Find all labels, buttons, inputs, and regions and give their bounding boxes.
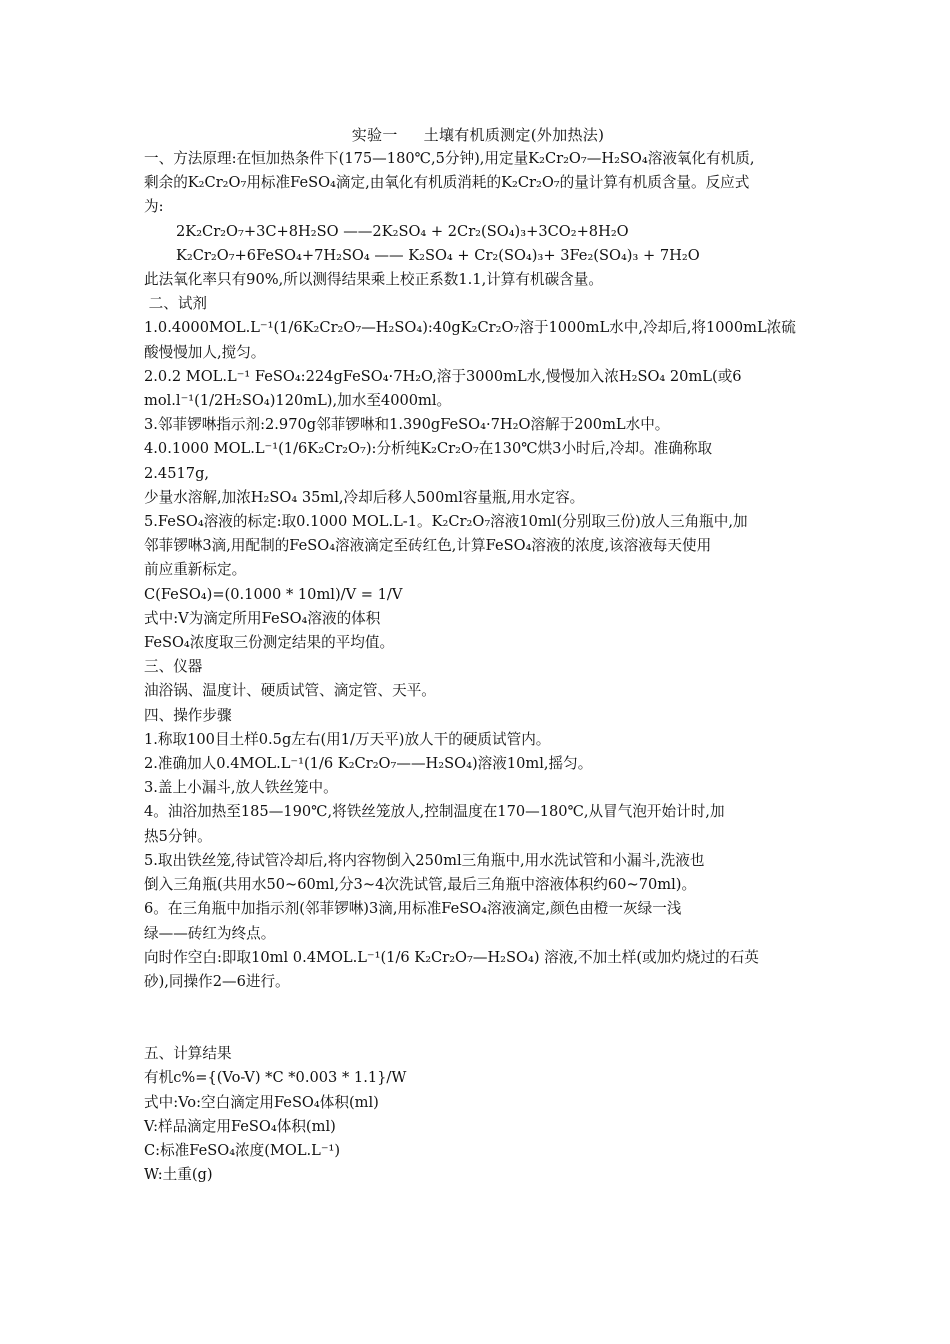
title-main: 实验一 — [351, 126, 398, 144]
paragraph-line: 倒入三角瓶(共用水50~60ml,分3~4次洗试管,最后三角瓶中溶液体积约60~70ml)。 — [144, 876, 697, 894]
oxidation-note: 此法氧化率只有90%,所以测得结果乘上校正系数1.1,计算有机碳含量。 — [144, 271, 603, 289]
paragraph-line: 4.0.1000 MOL.L⁻¹(1/6K₂Cr₂O₇):分析纯K₂Cr₂O₇在130℃烘3小时后,冷却。准确称取 — [144, 440, 713, 458]
paragraph-line: 1.称取100目土样0.5g左右(用1/万天平)放人干的硬质试管内。 — [144, 730, 551, 748]
paragraph-line: mol.l⁻¹(1/2H₂SO₄)120mL),加水至4000ml。 — [144, 392, 452, 410]
paragraph-line: 绿——砖红为终点。 — [144, 924, 276, 942]
paragraph-line: 前应重新标定。 — [144, 561, 247, 579]
paragraph-line: 式中:Vo:空白滴定用FeSO₄体积(ml) — [144, 1093, 379, 1111]
paragraph-line: 2.4517g, — [144, 464, 210, 482]
paragraph-line: 邻菲锣啉3滴,用配制的FeSO₄溶液滴定至砖红色,计算FeSO₄溶液的浓度,该溶液每天使用 — [144, 537, 712, 555]
section-heading: 三、仪器 — [144, 658, 203, 676]
paragraph-line: 式中:V为滴定所用FeSO₄溶液的体积 — [144, 609, 381, 627]
paragraph-line: 2.0.2 MOL.L⁻¹ FeSO₄:224gFeSO₄·7H₂O,溶于3000mL水,慢慢加入浓H₂SO₄ 20mL(或6 — [144, 367, 742, 385]
paragraph-line: 剩余的K₂Cr₂O₇用标准FeSO₄滴定,由氧化有机质消耗的K₂Cr₂O₇的量计算有机质含量。反应式 — [144, 174, 750, 192]
paragraph-line: 热5分钟。 — [144, 827, 212, 845]
paragraph-line: 4。油浴加热至185—190℃,将铁丝笼放人,控制温度在170—180℃,从冒气泡开始计时,加 — [144, 803, 725, 821]
paragraph-line: 2.准确加人0.4MOL.L⁻¹(1/6 K₂Cr₂O₇——H₂SO₄)溶液10ml,摇匀。 — [144, 755, 593, 773]
paragraph-line: W:土重(g) — [144, 1166, 213, 1184]
paragraph-line: 一、方法原理:在恒加热条件下(175—180℃,5分钟),用定量K₂Cr₂O₇—H₂SO₄溶液氧化有机质, — [144, 150, 755, 167]
paragraph-line: 1.0.4000MOL.L⁻¹(1/6K₂Cr₂O₇—H₂SO₄):40gK₂Cr₂O₇溶于1000mL水中,冷却后,将1000mL浓硫 — [144, 319, 796, 337]
paragraph-line: C:标准FeSO₄浓度(MOL.L⁻¹) — [144, 1141, 341, 1159]
section-procedure — [144, 704, 812, 994]
paragraph-line: 5.FeSO₄溶液的标定:取0.1000 MOL.L-1。K₂Cr₂O₇溶液10ml(分别取三份)放人三角瓶中,加 — [144, 513, 748, 531]
paragraph-line: 向时作空白:即取10ml 0.4MOL.L⁻¹(1/6 K₂Cr₂O₇—H₂SO₄) 溶液,不加土样(或加灼烧过的石英 — [144, 948, 759, 966]
section-heading: 二、试剂 — [144, 295, 208, 313]
paragraph-line: FeSO₄浓度取三份测定结果的平均值。 — [144, 634, 395, 652]
paragraph-line: 5.取出铁丝笼,待试管冷却后,将内容物倒入250ml三角瓶中,用水洗试管和小漏斗,洗液也 — [144, 851, 705, 869]
paragraph-line: 少量水溶解,加浓H₂SO₄ 35ml,冷却后移人500ml容量瓶,用水定容。 — [144, 488, 585, 506]
paragraph-line: 3.邻菲锣啉指示剂:2.970g邻菲锣啉和1.390gFeSO₄·7H₂O溶解于200mL水中。 — [144, 416, 670, 434]
reaction-equation-1: 2K₂Cr₂O₇+3C+8H₂SO ——2K₂SO₄ + 2Cr₂(SO₄)₃+3CO₂+8H₂O — [176, 222, 629, 240]
section-instruments — [144, 655, 812, 703]
formula-line: 有机c%={(Vo-V) *C *0.003 * 1.1}/W — [144, 1069, 407, 1087]
document-title — [144, 123, 812, 147]
paragraph-line: 3.盖上小漏斗,放人铁丝笼中。 — [144, 779, 338, 797]
paragraph-line: 6。在三角瓶中加指示剂(邻菲锣啉)3滴,用标准FeSO₄溶液滴定,颜色由橙一灰绿一浅 — [144, 900, 682, 918]
paragraph-line: 为: — [144, 198, 164, 216]
title-sub: 土壤有机质测定(外加热法) — [423, 126, 605, 144]
section-calculation — [144, 1042, 812, 1187]
paragraph-line: 酸慢慢加人,搅匀。 — [144, 343, 266, 361]
reaction-equation-2: K₂Cr₂O₇+6FeSO₄+7H₂SO₄ —— K₂SO₄ + Cr₂(SO₄)₃+ 3Fe₂(SO₄)₃ + 7H₂O — [176, 246, 700, 264]
spacer — [144, 994, 812, 1042]
paragraph-line: V:样品滴定用FeSO₄体积(ml) — [144, 1117, 336, 1135]
document-page — [144, 123, 812, 1187]
formula-line: C(FeSO₄)=(0.1000 * 10ml)/V = 1/V — [144, 585, 403, 603]
paragraph-line: 砂),同操作2—6进行。 — [144, 972, 290, 990]
section-heading: 四、操作步骤 — [144, 706, 232, 724]
section-reagents — [144, 292, 812, 655]
paragraph-line: 油浴锅、温度计、硬质试管、滴定管、天平。 — [144, 682, 436, 700]
section-principle — [144, 147, 812, 292]
section-heading: 五、计算结果 — [144, 1045, 232, 1063]
